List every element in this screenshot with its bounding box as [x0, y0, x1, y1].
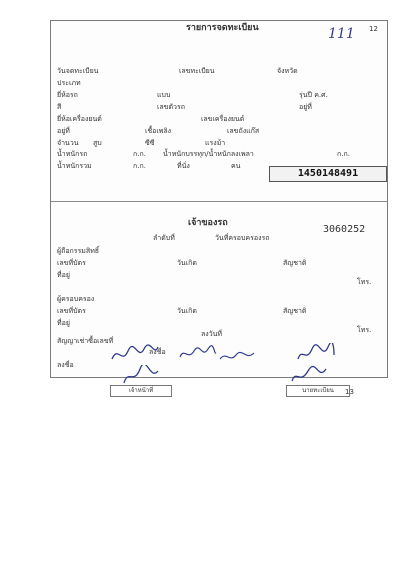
type-label: ประเภท: [57, 79, 81, 87]
chassis-label: เลขตัวรถ: [157, 103, 185, 111]
model-year-label: รุ่นปี ค.ศ.: [299, 91, 328, 99]
signature-applicant: [178, 345, 218, 363]
corner-page-number: 12: [369, 25, 378, 33]
lease-label: สัญญาเช่าซื้อเลขที่: [57, 337, 114, 345]
cylinders-unit: สูบ: [93, 139, 102, 147]
possession-date-label: วันที่ครอบครองรถ: [215, 234, 270, 242]
signature-officer-right: [290, 365, 330, 387]
owner-name-label: ผู้ถือกรรมสิทธิ์: [57, 247, 100, 255]
engine-location-label: อยู่ที่: [57, 127, 70, 135]
signature-registrant: [110, 343, 160, 365]
engine-no-label: เลขเครื่องยนต์: [201, 115, 245, 123]
owner-address-label: ที่อยู่: [57, 271, 70, 279]
lease-date-label: ลงวันที่: [201, 330, 223, 338]
cylinders-label: จำนวน: [57, 139, 79, 147]
signature-officer-left: [122, 365, 162, 387]
possessor-address-label: ที่อยู่: [57, 319, 70, 327]
section-divider: [51, 201, 387, 202]
owner-id-label: เลขที่บัตร: [57, 259, 86, 267]
handwritten-number: 111: [328, 26, 355, 42]
chassis-location-label: อยู่ที่: [299, 103, 312, 111]
officer-sign-label: ลงชื่อ: [57, 361, 74, 369]
seq-label: ลำดับที่: [153, 234, 175, 242]
serial-number: 3060252: [323, 224, 366, 235]
bottom-page-number: 13: [345, 388, 354, 396]
model-label: แบบ: [157, 91, 171, 99]
officer-box-right: นายทะเบียน: [286, 385, 350, 397]
hp-label: แรงม้า: [205, 139, 226, 147]
officer-box-left: เจ้าหน้าที่: [110, 385, 172, 397]
weight-label: น้ำหนักรถ: [57, 150, 88, 158]
gross-unit: ก.ก.: [133, 162, 146, 170]
possessor-label: ผู้ครอบครอง: [57, 295, 95, 303]
possessor-phone-label: โทร.: [357, 326, 372, 334]
owner-birth-label: วันเกิด: [177, 259, 197, 267]
fuel-label: เชื้อเพลิง: [145, 127, 172, 135]
document-title: รายการจดทะเบียน: [186, 23, 259, 33]
reg-no-label: เลขทะเบียน: [179, 67, 215, 75]
engine-brand-label: ยี่ห้อเครื่องยนต์: [57, 115, 102, 123]
seats-label: ที่นั่ง: [177, 162, 190, 170]
signature-owner: [296, 343, 336, 365]
cc-label: ซีซี: [145, 139, 155, 147]
load-unit: ก.ก.: [337, 150, 350, 158]
possessor-nationality-label: สัญชาติ: [283, 307, 307, 315]
reg-date-label: วันจดทะเบียน: [57, 67, 99, 75]
possessor-id-label: เลขที่บัตร: [57, 307, 86, 315]
possessor-birth-label: วันเกิด: [177, 307, 197, 315]
gross-label: น้ำหนักรวม: [57, 162, 92, 170]
weight-unit: ก.ก.: [133, 150, 146, 158]
persons-unit: คน: [231, 162, 241, 170]
registration-number-sticker: 1450148491: [269, 166, 387, 182]
signature-witness: [218, 349, 258, 365]
color-label: สี: [57, 103, 62, 111]
gas-tank-label: เลขถังแก๊ส: [227, 127, 260, 135]
sign-label: ลงชื่อ: [149, 348, 166, 356]
owner-section-title: เจ้าของรถ: [188, 218, 228, 228]
brand-label: ยี่ห้อรถ: [57, 91, 78, 99]
owner-phone-label: โทร.: [357, 278, 372, 286]
owner-nationality-label: สัญชาติ: [283, 259, 307, 267]
load-label: น้ำหนักบรรทุก/น้ำหนักลงเพลา: [163, 150, 254, 158]
province-label: จังหวัด: [277, 67, 298, 75]
